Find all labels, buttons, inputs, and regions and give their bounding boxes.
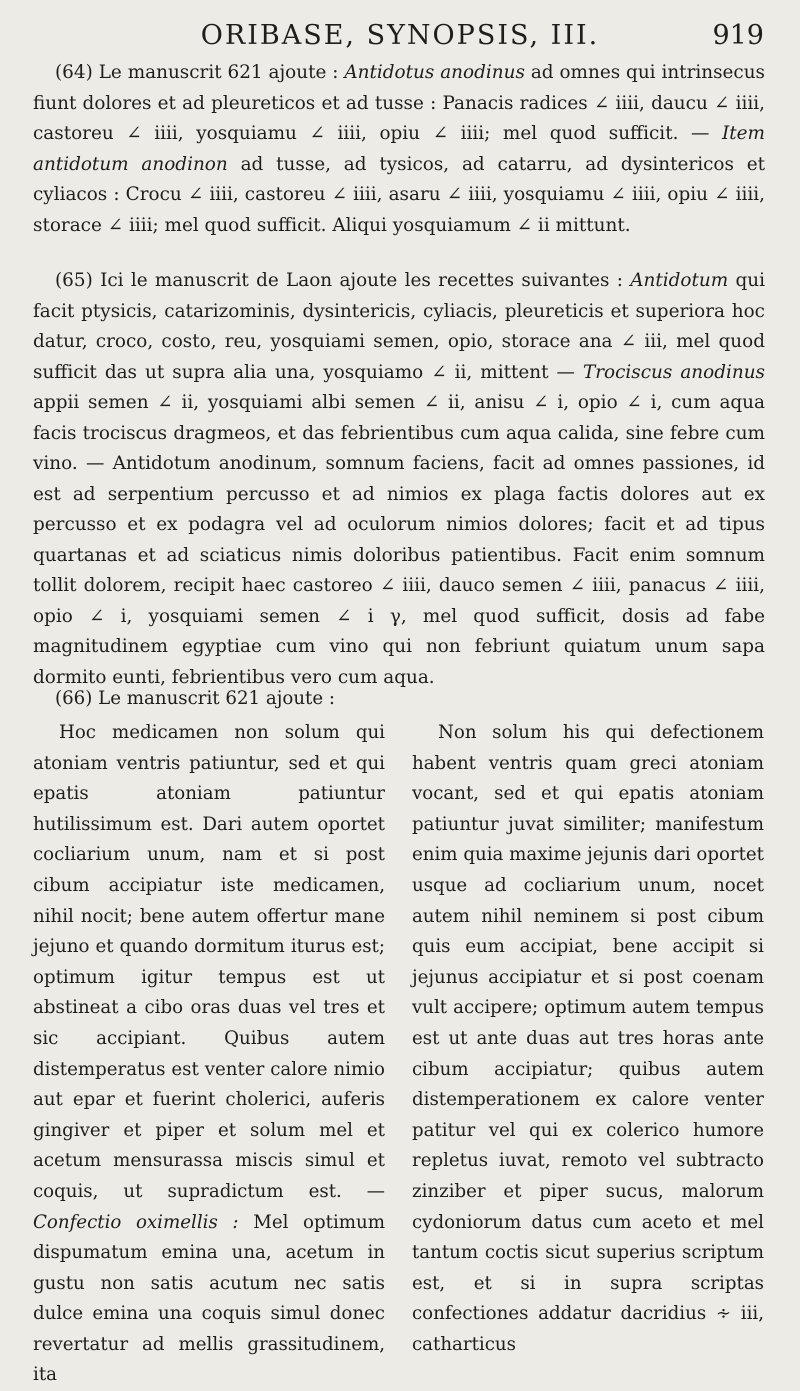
- recipe-title: Confectio oximellis :: [33, 1211, 239, 1233]
- note-65-paragraph: [33, 266, 765, 693]
- note-text: appii semen ∠ ii, yosquiami albi semen ∠ ii, anisu ∠ i, opio ∠ i, cum aqua facis trociscus dragmeos, et das febrientibus cum aqua calida, sine febre cum vino. — Antidotum anodinum, somnum faciens, facit ad omnes passiones, id est ad serpentium percusso et ad nimios ex plaga factis dolores aut ex percusso et ex podagra vel ad oculorum nimios dolores; facit et ad tipus quartanas et ad sciaticus nimis doloribus patientibus. Facit enim somnum tollit dolorem, recipit haec castoreo ∠ iiii, dauco semen ∠ iiii, panacus ∠ iiii, opio ∠ i, yosquiami semen ∠ i γ, mel quod sufficit, dosis ad fabe magnitudinem egyptiae cum vino qui non febriunt quiatum unum sapa dormito eunti, febrientibus vero cum aqua.: [33, 392, 765, 688]
- note-65: [33, 266, 765, 693]
- note-text: qui facit ptysicis, catarizominis, dysintericis, cyliacis, pleureticis et superiora hoc datur, croco, costo, reu, yosquiami semen, opio, storace ana ∠ iii, mel quod sufficit das ut supra alia una, yosquiamo ∠ ii, mittent —: [33, 270, 765, 383]
- column-text: Hoc medicamen non solum qui atoniam ventris patiuntur, sed et qui epatis atoniam patiuntur hutilissimum est. Dari autem oportet cocliarium unum, nam et si post cibum accipiatur iste medicamen, nihil nocit; bene autem offertur mane jejuno et quando dormitum iturus est; optimum igitur tempus est ut abstineat a cibo oras duas vel tres et sic accipiant. Quibus autem distemperatus est venter calore nimio aut epar et fuerint cholerici, auferis gingiver et piper et solum mel et acetum mensurassa miscis simul et coquis, ut supradictum est. —: [33, 722, 385, 1202]
- recipe-title: Item antidotum anodinon: [33, 123, 765, 175]
- page-number: 919: [712, 20, 764, 51]
- running-title: ORIBASE, SYNOPSIS, III.: [200, 20, 600, 51]
- column-text: Mel optimum dispumatum emina una, acetum in gustu non satis acutum nec satis dulce emina una coquis simul donec revertatur ad mellis grassitudinem, ita: [33, 1211, 385, 1386]
- note-text: Ici le manuscrit de Laon ajoute les recettes suivantes :: [100, 270, 623, 291]
- note-66-intro: [33, 684, 765, 714]
- note-label: (65): [55, 270, 93, 291]
- note-text: Le manuscrit 621 ajoute :: [98, 688, 336, 709]
- left-column-text: [33, 718, 385, 1391]
- note-text: ad omnes qui intrinsecus fiunt dolores et ad pleureticos et ad tusse : Panacis radices ∠ iiii, daucu ∠ iiii, castoreu ∠ iiii, yosquiamu ∠ iiii, opiu ∠ iiii; mel quod sufficit. —: [33, 62, 765, 144]
- recipe-title: Antidotum: [630, 270, 729, 291]
- note-64: [33, 58, 765, 241]
- right-column: [412, 718, 764, 1360]
- right-column-text: Non solum his qui defectionem habent ventris quam greci atoniam vocant, sed et qui epatis atoniam patiuntur juvat similiter; manifestum enim quia maxime jejunis dari oportet usque ad cocliarium unum, nocet autem nihil neminem si post cibum quis eum accipiat, bene accipit si jejunus accipiatur et si post coenam vult accipere; optimum autem tempus est ut ante duas aut tres horas ante cibum accipiatur; quibus autem distemperationem ex calore venter patitur vel qui ex colerico humore repletus iuvat, remoto vel subtracto zinziber et piper sucus, malorum cydoniorum datus cum aceto et mel tantum coctis sicut superius scriptum est, et si in supra scriptas confectiones addatur dacridius ∻ iii, catharticus: [412, 722, 764, 1355]
- note-label: (64): [55, 62, 93, 83]
- note-text: ad tusse, ad tysicos, ad catarru, ad dysintericos et cyliacos : Crocu ∠ iiii, castoreu ∠ iiii, asaru ∠ iiii, yosquiamu ∠ iiii, opiu ∠ iiii, storace ∠ iiii; mel quod sufficit. Aliqui yosquiamum ∠ ii mittunt.: [33, 153, 765, 236]
- note-label: (66): [55, 688, 93, 709]
- page-header: [0, 14, 800, 54]
- recipe-title: Antidotus anodinus: [344, 62, 525, 83]
- note-text: Le manuscrit 621 ajoute :: [98, 62, 339, 83]
- left-column: [33, 718, 385, 1391]
- recipe-title: Trociscus anodinus: [582, 361, 765, 383]
- note-64-paragraph: [33, 58, 765, 241]
